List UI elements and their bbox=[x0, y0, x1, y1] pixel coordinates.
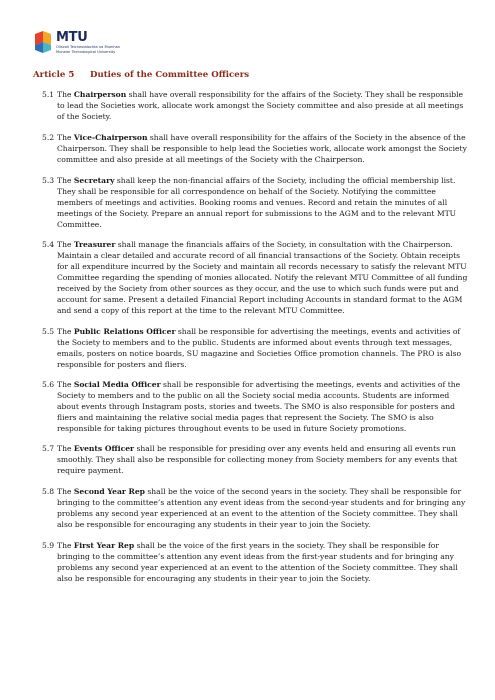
duty-item bbox=[42, 443, 470, 486]
officer-role: Second Year Rep bbox=[73, 487, 145, 496]
item-text: The First Year Rep shall be the voice of the first years in the society. They shall be responsible for bringing to the committee’s attention any event ideas from the first-year students and for bringing any problems any second year experienced at an event to the attention of the Society committee. They shall also be responsible for encouraging any students in their year to join the Society. bbox=[57, 541, 458, 583]
logo-subtitle-irish: Ollscoil Teicneolaíochta na Mumhan bbox=[56, 45, 121, 49]
article-title: Duties of the Committee Officers bbox=[90, 70, 250, 80]
item-text: The Treasurer shall manage the financials affairs of the Society, in consultation with the Chairperson. Maintain a clear detailed and accurate record of all financial transactions of the Society. Obtain receipts for all expenditure incurred by the Society and maintain all records necessary to satisfy the relevant MTU Committee regarding the spending of monies allocated. Notify the relevant MTU Committee of all funding received by the Society from other sources as they occur, and the use to which such funds were put and account for same. Present a detailed Financial Report including Accounts in standard format to the AGM and send a copy of this report at the time to the relevant MTU Committee. bbox=[57, 240, 468, 315]
item-number: 5.7 bbox=[42, 444, 55, 453]
item-number: 5.9 bbox=[42, 541, 55, 550]
logo-subtitle-english: Munster Technological University bbox=[56, 50, 116, 55]
item-number: 5.4 bbox=[42, 240, 55, 249]
officer-role: Social Media Officer bbox=[73, 380, 161, 389]
officer-role: Events Officer bbox=[73, 444, 135, 453]
logo-wordmark: MTU bbox=[56, 30, 88, 45]
duties-list bbox=[42, 89, 470, 584]
item-text: The Second Year Rep shall be the voice of the second years in the society. They shall be responsible for bringing to the committee’s attention any event ideas from the second-year students and for bringing any problems any second year experienced at an event to the attention of the Society committee. They shall also be responsible for encouraging any students in their year to join the Society. bbox=[57, 487, 466, 529]
article-number: Article 5 bbox=[33, 70, 75, 80]
officer-role: Vice-Chairperson bbox=[73, 133, 148, 142]
item-text: The Chairperson shall have overall responsibility for the affairs of the Society. They shall be responsible to lead the Societies work, allocate work amongst the Society committee and also preside at all meetings of the Society. bbox=[57, 90, 464, 121]
item-text: The Secretary shall keep the non-financial affairs of the Society, including the official membership list. They shall be responsible for all correspondence on behalf of the Society. Notifying the committee members of meetings and activities. Booking rooms and venues. Record and retain the minutes of all meetings of the Society. Prepare an annual report for submissions to the AGM and to the relevant MTU Committee. bbox=[57, 176, 457, 229]
item-number: 5.3 bbox=[42, 176, 55, 185]
duty-item bbox=[42, 132, 470, 175]
duty-item bbox=[42, 486, 470, 540]
officer-role: First Year Rep bbox=[73, 541, 135, 550]
item-text: The Events Officer shall be responsible for presiding over any events held and ensuring all events run smoothly. They shall also be responsible for collecting money from Society members for any events that require payment. bbox=[57, 444, 458, 475]
article-heading bbox=[33, 70, 249, 80]
item-number: 5.8 bbox=[42, 487, 55, 496]
officer-role: Treasurer bbox=[73, 240, 116, 249]
officer-role: Public Relations Officer bbox=[73, 327, 176, 336]
item-text: The Public Relations Officer shall be responsible for advertising the meetings, events and activities of the Society to members and to the public. Students are informed about events through text messages, emails, posters on notice boards, SU magazine and Societies Office promotion channels. The PRO is also responsible for posters and fliers. bbox=[57, 327, 462, 369]
duty-item bbox=[42, 326, 470, 379]
item-text: The Vice-Chairperson shall have overall responsibility for the affairs of the Society in the absence of the Chairperson. They shall be responsible to help lead the Societies work, allocate work amongst the Society committee and also preside at all meetings of the Society with the Chairperson. bbox=[57, 133, 467, 164]
item-number: 5.6 bbox=[42, 380, 55, 389]
duty-item bbox=[42, 89, 470, 132]
mtu-logo-mark-icon bbox=[33, 31, 53, 53]
duty-item bbox=[42, 175, 470, 239]
duty-item bbox=[42, 540, 470, 584]
officer-role: Secretary bbox=[73, 176, 115, 185]
item-number: 5.2 bbox=[42, 133, 55, 142]
item-number: 5.5 bbox=[42, 327, 55, 336]
duty-item bbox=[42, 239, 470, 326]
item-text: The Social Media Officer shall be responsible for advertising the meetings, events and activities of the Society to members and to the public on all the Society social media accounts. Students are informed about events through Instagram posts, stories and tweets. The SMO is also responsible for posters and fliers and maintaining the relative social media pages that represent the Society. The SMO is also responsible for taking pictures throughout events to be used in future Society promotions. bbox=[57, 380, 461, 433]
officer-role: Chairperson bbox=[73, 90, 127, 99]
item-number: 5.1 bbox=[42, 90, 55, 99]
mtu-logo bbox=[33, 31, 120, 54]
duty-item bbox=[42, 379, 470, 443]
